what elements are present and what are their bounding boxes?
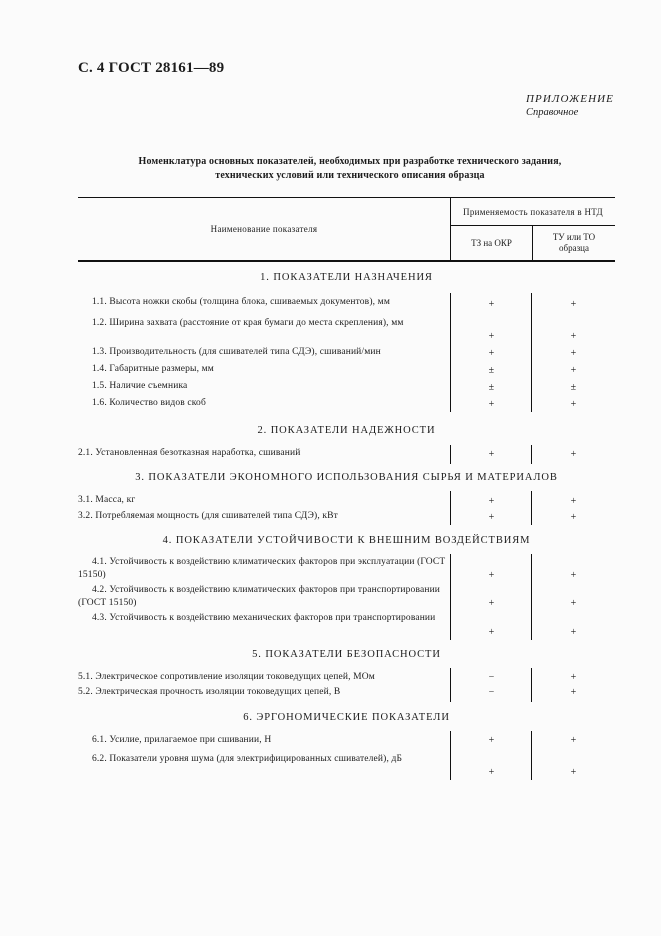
row-label: 6.1. Усилие, прилагаемое при сшивании, Н bbox=[92, 735, 272, 745]
row-label: 1.1. Высота ножки скобы (толщина блока, сшиваемых документов), мм bbox=[92, 297, 391, 307]
table-row bbox=[78, 509, 615, 525]
column-header-tz: ТЗ на ОКР bbox=[471, 237, 512, 248]
table-header bbox=[78, 197, 615, 262]
row-value-tu: + bbox=[531, 316, 615, 344]
row-value-tz: + bbox=[450, 491, 532, 509]
row-label: 5.1. Электрическое сопротивление изоляции токоведущих цепей, МОм bbox=[78, 672, 375, 682]
row-value-tz: + bbox=[450, 293, 532, 316]
indicators-table bbox=[78, 197, 615, 780]
row-value-tu: + bbox=[531, 344, 615, 361]
row-value-tu: + bbox=[531, 554, 615, 583]
row-label: 1.3. Производительность (для сшивателей типа СДЭ), сшиваний/мин bbox=[92, 347, 381, 357]
table-row bbox=[78, 751, 615, 780]
document-title bbox=[70, 155, 630, 183]
column-header-tu bbox=[532, 226, 615, 260]
row-value-tz: + bbox=[450, 395, 532, 412]
section-title: 5. ПОКАЗАТЕЛИ БЕЗОПАСНОСТИ bbox=[252, 649, 441, 660]
section-title: 3. ПОКАЗАТЕЛИ ЭКОНОМНОГО ИСПОЛЬЗОВАНИЯ СЫРЬЯ И МАТЕРИАЛОВ bbox=[135, 472, 558, 483]
row-value-tu: + bbox=[531, 731, 615, 751]
row-value-tz: + bbox=[450, 509, 532, 525]
row-value-tu: + bbox=[531, 685, 615, 702]
appendix-label bbox=[526, 93, 614, 119]
appendix-subtitle: Справочное bbox=[526, 107, 579, 118]
row-value-tu: + bbox=[531, 445, 615, 464]
section-title: 1. ПОКАЗАТЕЛИ НАЗНАЧЕНИЯ bbox=[260, 272, 433, 283]
section-1-rows bbox=[78, 293, 615, 412]
row-label: 4.1. Устойчивость к воздействию климатических факторов при эксплуатации (ГОСТ 15150) bbox=[78, 557, 446, 580]
table-row bbox=[78, 361, 615, 378]
row-label: 1.4. Габаритные размеры, мм bbox=[92, 364, 214, 374]
row-value-tz: + bbox=[450, 344, 532, 361]
section-3-rows bbox=[78, 491, 615, 525]
table-row bbox=[78, 611, 615, 640]
row-label: 6.2. Показатели уровня шума (для электрифицированных сшивателей), дБ bbox=[92, 754, 403, 764]
appendix-title: ПРИЛОЖЕНИЕ bbox=[526, 93, 614, 105]
row-value-tu: + bbox=[531, 293, 615, 316]
row-value-tz: + bbox=[450, 445, 532, 464]
row-value-tu: + bbox=[531, 668, 615, 685]
table-row bbox=[78, 344, 615, 361]
column-group-title: Применяемость показателя в НТД bbox=[451, 198, 615, 226]
row-label: 2.1. Установленная безотказная наработка, сшиваний bbox=[78, 448, 301, 458]
row-value-tu: + bbox=[531, 751, 615, 780]
section-2-rows bbox=[78, 445, 615, 464]
table-row bbox=[78, 685, 615, 702]
table-row bbox=[78, 491, 615, 509]
row-value-tu: + bbox=[531, 611, 615, 640]
table-row bbox=[78, 395, 615, 412]
row-label: 4.2. Устойчивость к воздействию климатических факторов при транспортировании (ГОСТ 15150) bbox=[78, 585, 441, 608]
row-value-tz: + bbox=[450, 751, 532, 780]
row-value-tz: + bbox=[450, 583, 532, 611]
row-value-tz: ± bbox=[450, 361, 532, 378]
column-group-applicability bbox=[450, 198, 615, 260]
row-value-tu: + bbox=[531, 491, 615, 509]
document-title-line-2: технических условий или технического описания образца bbox=[215, 170, 485, 181]
table-row bbox=[78, 668, 615, 685]
row-value-tu: + bbox=[531, 583, 615, 611]
table-row bbox=[78, 378, 615, 395]
row-label: 3.2. Потребляемая мощность (для сшивателей типа СДЭ), кВт bbox=[78, 511, 338, 521]
table-row bbox=[78, 316, 615, 344]
row-value-tz: + bbox=[450, 316, 532, 344]
column-header-tu-line-2: образца bbox=[559, 243, 589, 253]
row-value-tz: − bbox=[450, 685, 532, 702]
column-header-name: Наименование показателя bbox=[210, 224, 318, 234]
row-value-tz: + bbox=[450, 731, 532, 751]
table-row bbox=[78, 554, 615, 583]
table-row bbox=[78, 731, 615, 751]
row-value-tz: + bbox=[450, 611, 532, 640]
section-title: 4. ПОКАЗАТЕЛИ УСТОЙЧИВОСТИ К ВНЕШНИМ ВОЗДЕЙСТВИЯМ bbox=[162, 535, 531, 546]
table-row bbox=[78, 445, 615, 464]
section-5-rows bbox=[78, 668, 615, 702]
row-label: 1.6. Количество видов скоб bbox=[92, 398, 206, 408]
row-value-tu: + bbox=[531, 395, 615, 412]
section-4-rows bbox=[78, 554, 615, 640]
section-title: 2. ПОКАЗАТЕЛИ НАДЕЖНОСТИ bbox=[257, 425, 436, 436]
row-label: 1.5. Наличие съемника bbox=[92, 381, 188, 391]
row-value-tz: − bbox=[450, 668, 532, 685]
section-6-rows bbox=[78, 731, 615, 780]
row-value-tz: + bbox=[450, 554, 532, 583]
row-label: 1.2. Ширина захвата (расстояние от края бумаги до места скрепления), мм bbox=[92, 318, 404, 328]
page-header: С. 4 ГОСТ 28161—89 bbox=[78, 60, 225, 76]
table-row bbox=[78, 583, 615, 611]
row-label: 3.1. Масса, кг bbox=[78, 495, 136, 505]
row-value-tu: + bbox=[531, 361, 615, 378]
row-label: 4.3. Устойчивость к воздействию механических факторов при транспортировании bbox=[92, 613, 436, 623]
table-row bbox=[78, 293, 615, 316]
section-title: 6. ЭРГОНОМИЧЕСКИЕ ПОКАЗАТЕЛИ bbox=[243, 712, 450, 723]
document-title-line-1: Номенклатура основных показателей, необходимых при разработке технического задания, bbox=[138, 156, 562, 167]
row-value-tu: ± bbox=[531, 378, 615, 395]
row-value-tz: ± bbox=[450, 378, 532, 395]
column-header-tu-line-1: ТУ или ТО bbox=[552, 232, 596, 242]
row-label: 5.2. Электрическая прочность изоляции токоведущих цепей, В bbox=[78, 687, 341, 697]
row-value-tu: + bbox=[531, 509, 615, 525]
